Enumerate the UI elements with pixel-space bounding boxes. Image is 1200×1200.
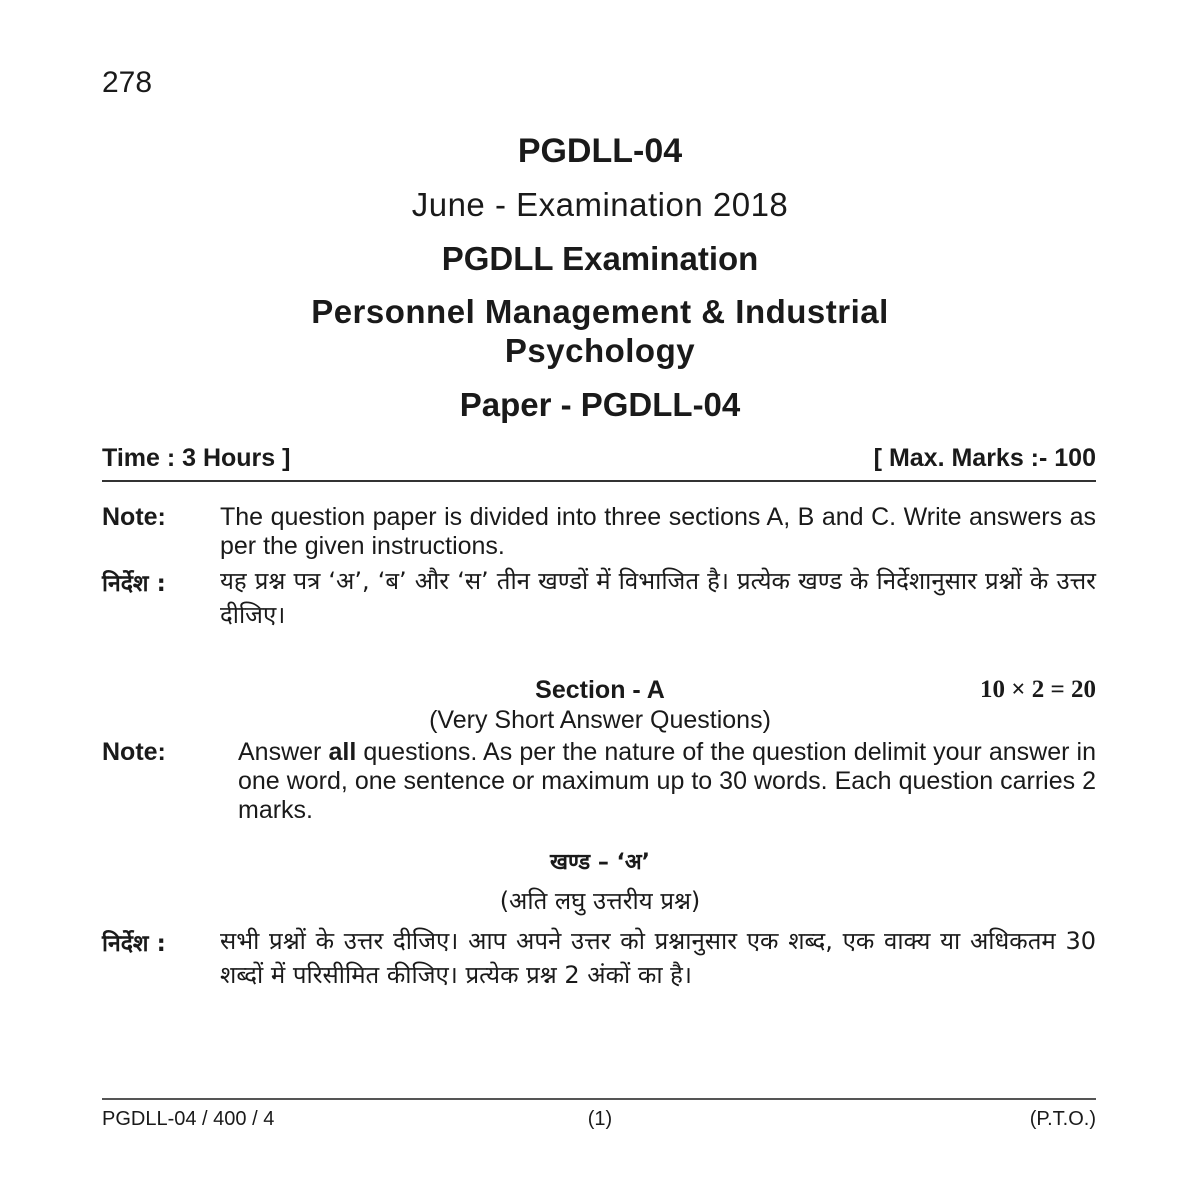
hindi-section-title: खण्ड – ‘अ’ <box>549 850 651 875</box>
section-a-note-label: Note: <box>102 738 166 766</box>
subject-title <box>0 292 1200 370</box>
section-a-note-text <box>238 738 1096 825</box>
note-text: The question paper is divided into three sections A, B and C. Write answers as per the given instructions. <box>220 503 1096 560</box>
section-a-subtitle: (Very Short Answer Questions) <box>429 706 771 734</box>
exam-session: June - Examination 2018 <box>411 186 789 223</box>
max-marks: [ Max. Marks :- 100 <box>873 444 1096 472</box>
section-a-nirdesh-text: सभी प्रश्नों के उत्तर दीजिए। आप अपने उत्तर को प्रश्नानुसार एक शब्द, एक वाक्य या अधिकतम 30 शब्दों में परिसीमित कीजिए। प्रत्येक प्रश्न 2 अंकों का है। <box>220 927 1096 989</box>
paper-code: PGDLL-04 <box>517 132 683 170</box>
paper-title: Paper - PGDLL-04 <box>459 386 741 423</box>
page-number: 278 <box>102 66 153 99</box>
nirdesh-text: यह प्रश्न पत्र ‘अ’, ‘ब’ और ‘स’ तीन खण्डों में विभाजित है। प्रत्येक खण्ड के निर्देशानुसार प्रश्नों के उत्तर दीजिए। <box>220 567 1096 629</box>
note-text-pre: Answer <box>238 738 329 766</box>
section-a-marks: 10 × 2 = 20 <box>980 676 1096 703</box>
hindi-section-subtitle: (अति लघु उत्तरीय प्रश्न) <box>499 887 701 915</box>
subject-line-1: Personnel Management & Industrial <box>311 293 889 330</box>
section-a-title: Section - A <box>535 676 665 704</box>
time-allowed: Time : 3 Hours ] <box>102 444 291 472</box>
footer-page: (1) <box>587 1108 613 1130</box>
examination-title: PGDLL Examination <box>441 240 759 277</box>
footer-left: PGDLL-04 / 400 / 4 <box>102 1108 275 1130</box>
subject-line-2: Psychology <box>504 332 696 369</box>
footer-pto: (P.T.O.) <box>1029 1108 1096 1130</box>
nirdesh-label: निर्देश : <box>102 571 166 597</box>
time-marks-row <box>102 444 1096 482</box>
section-a-nirdesh-label: निर्देश : <box>102 931 166 957</box>
note-label: Note: <box>102 503 166 531</box>
note-text-bold: all <box>328 738 357 766</box>
note-text-post: questions. As per the nature of the question delimit your answer in one word, one sentence or maximum up to 30 words. Each question carries 2 marks. <box>238 738 1096 824</box>
footer-divider <box>102 1098 1096 1100</box>
